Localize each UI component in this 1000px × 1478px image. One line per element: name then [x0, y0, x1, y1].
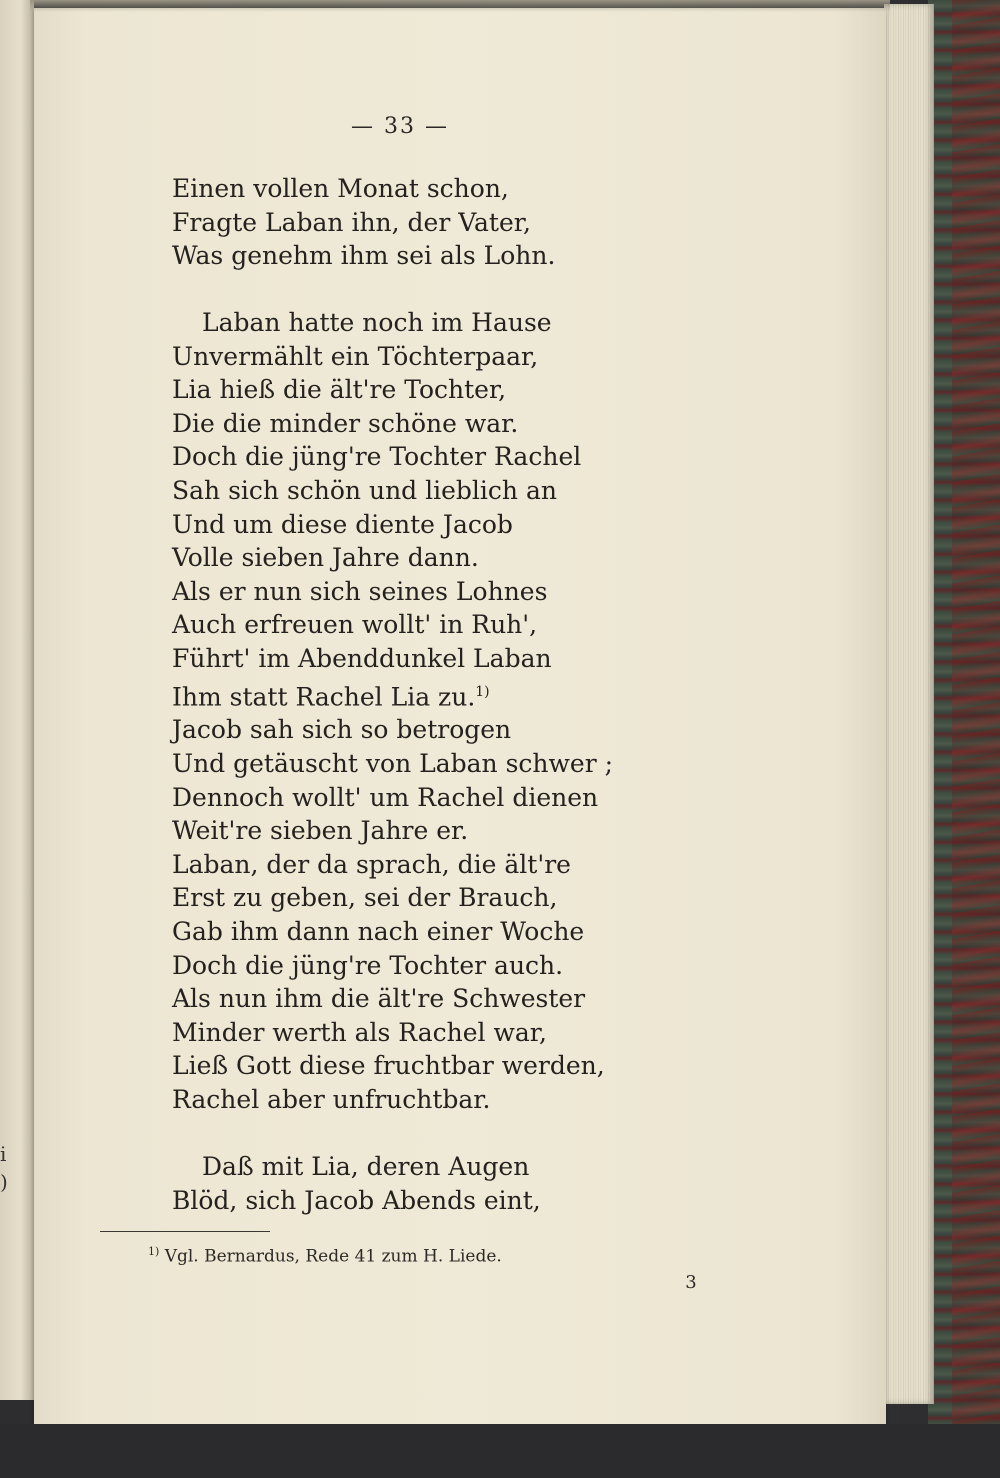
- facing-page-mark: ): [0, 1170, 8, 1194]
- printer-signature-mark: 3: [685, 1272, 697, 1293]
- verse-line: Lia hieß die ält're Tochter,: [172, 375, 507, 405]
- verse-line: Doch die jüng're Tochter Rachel: [172, 442, 582, 472]
- verse-line: Und getäuscht von Laban schwer ;: [172, 749, 614, 779]
- verse-line: Laban hatte noch im Hause: [202, 308, 552, 337]
- stanza-2: [172, 306, 632, 1117]
- verse-line: Ließ Gott diese fruchtbar werden,: [172, 1051, 605, 1081]
- verse-line: Sah sich schön und lieblich an: [172, 475, 557, 505]
- verse-line: Fragte Laban ihn, der Vater,: [172, 207, 531, 237]
- verse-line-with-footnote: [172, 676, 632, 714]
- verse-line: Die die minder schöne war.: [172, 408, 519, 438]
- verse-line: Daß mit Lia, deren Augen: [202, 1152, 530, 1181]
- verse-line: Minder werth als Rachel war,: [172, 1017, 547, 1047]
- verse-line: Gab ihm dann nach einer Woche: [172, 917, 585, 947]
- verse-line: Weit're sieben Jahre er.: [172, 816, 469, 846]
- verse-line: Führt' im Abenddunkel Laban: [172, 643, 552, 673]
- page-top-shadow: [30, 0, 890, 12]
- footnote-rule: [100, 1231, 270, 1232]
- scan-bottom-band: [0, 1424, 1000, 1478]
- verse-line: Unvermählt ein Töchterpaar,: [172, 341, 539, 371]
- verse-line: Auch erfreuen wollt' in Ruh',: [172, 610, 538, 640]
- facing-page-mark: i: [0, 1142, 7, 1166]
- facing-page-edge: [0, 0, 34, 1400]
- verse-line: Und um diese diente Jacob: [172, 509, 513, 539]
- page-number-header: — 33 —: [351, 114, 449, 139]
- footnote-mark: 1): [148, 1245, 160, 1258]
- verse-line: Erst zu geben, sei der Brauch,: [172, 883, 558, 913]
- verse-line: Was genehm ihm sei als Lohn.: [172, 241, 556, 271]
- verse-line: Doch die jüng're Tochter auch.: [172, 950, 564, 980]
- footnote-reference[interactable]: 1): [475, 683, 490, 700]
- verse-line: Einen vollen Monat schon,: [172, 174, 509, 203]
- page-edges: [884, 4, 934, 1404]
- verse-line: Als nun ihm die ält're Schwester: [172, 984, 586, 1014]
- book-cover-edge: [928, 0, 1000, 1440]
- verse-line: Blöd, sich Jacob Abends eint,: [172, 1185, 541, 1215]
- stanza-3: [172, 1150, 632, 1217]
- verse-line: Dennoch wollt' um Rachel dienen: [172, 782, 599, 812]
- footnote: [148, 1245, 748, 1267]
- stanza-1: [172, 172, 632, 273]
- facing-page-marks: [0, 1140, 12, 1196]
- footnote-text: Vgl. Bernardus, Rede 41 zum H. Liede.: [164, 1246, 502, 1267]
- verse-line: Als er nun sich seines Lohnes: [172, 576, 548, 606]
- verse-line: Laban, der da sprach, die ält're: [172, 849, 571, 879]
- verse-line-text: Ihm statt Rachel Lia zu.: [172, 681, 476, 711]
- verse-line: Jacob sah sich so betrogen: [172, 715, 512, 745]
- verse-line: Rachel aber unfruchtbar.: [172, 1084, 491, 1114]
- verse-line: Volle sieben Jahre dann.: [172, 543, 479, 573]
